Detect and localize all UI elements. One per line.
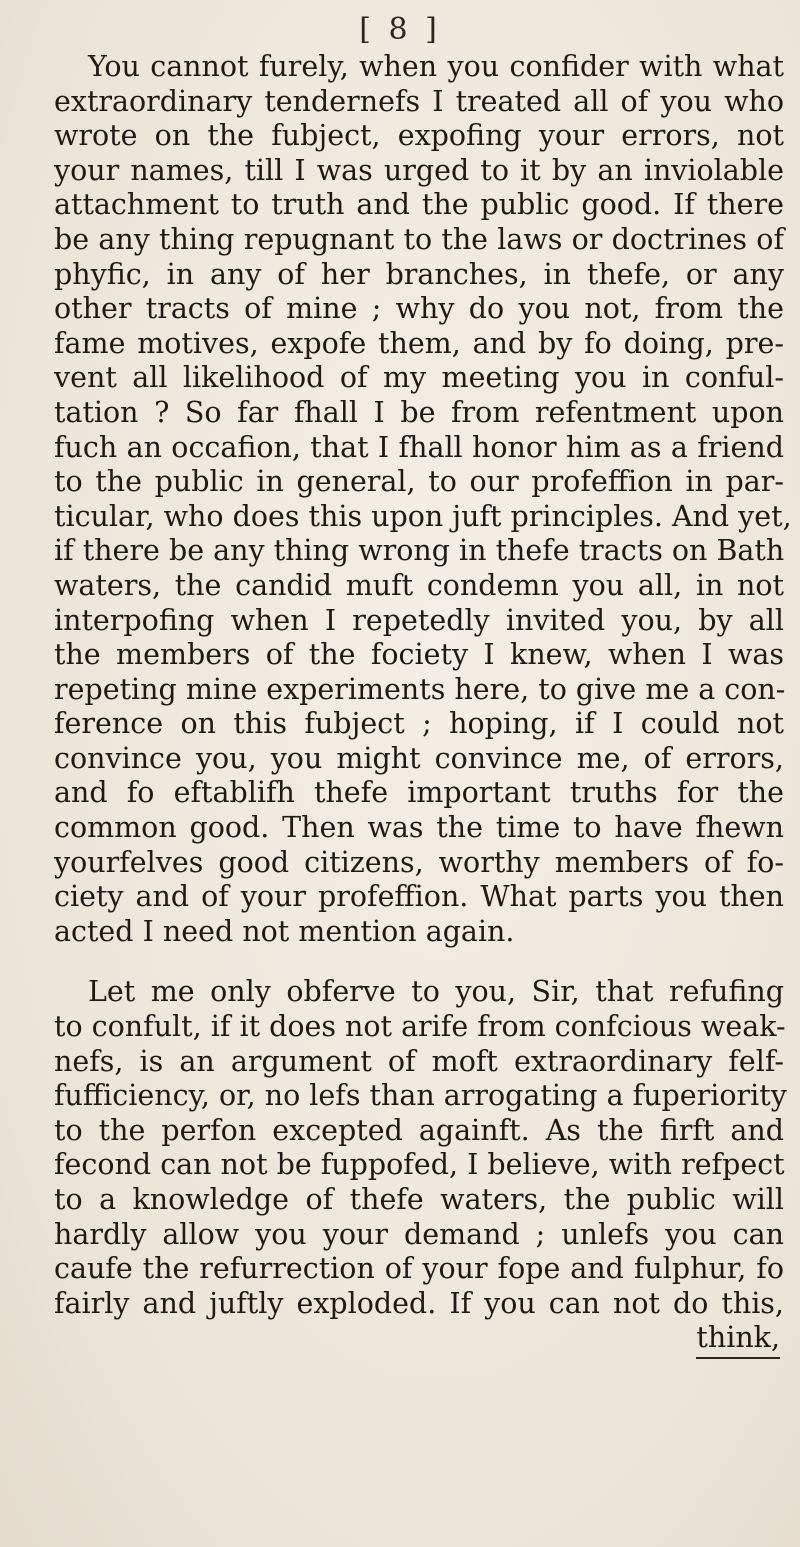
catchword: think, — [696, 1321, 780, 1359]
text-line: to a knowledge of thefe waters, the public will — [54, 1183, 784, 1216]
paragraph-gap — [54, 949, 784, 975]
body-text — [54, 50, 792, 1356]
text-line: to the perfon excepted againft. As the firft and — [54, 1113, 784, 1147]
text-line: ticular, who does this upon juft principles. And yet, — [54, 499, 792, 533]
text-line: fecond can not be fuppofed, I believe, with refpect — [54, 1148, 785, 1182]
paragraph-1 — [54, 50, 792, 949]
text-line: your names, till I was urged to it by an inviolable — [54, 153, 784, 187]
text-line: to confult, if it does not arife from confcious weak- — [54, 1010, 786, 1044]
text-line: vent all likelihood of my meeting you in conful- — [54, 361, 784, 395]
text-line: to the public in general, to our profeffion in par- — [54, 465, 784, 499]
text-line: phyfic, in any of her branches, in thefe, or any — [54, 257, 784, 291]
text-line: the members of the fociety I knew, when I was — [54, 638, 784, 672]
text-line: waters, the candid muft condemn you all, in not — [54, 568, 784, 602]
text-line: if there be any thing wrong in thefe tracts on Bath — [54, 534, 785, 568]
text-line: yourfelves good citizens, worthy members of fo- — [54, 845, 784, 879]
text-line: interpofing when I repetedly invited you, by all — [54, 603, 784, 637]
text-line: ference on this fubject ; hoping, if I could not — [54, 707, 784, 741]
text-line: other tracts of mine ; why do you not, from the — [54, 292, 784, 326]
text-line: extraordinary tendernefs I treated all of you who — [54, 84, 784, 118]
text-line: tation ? So far fhall I be from refentment upon — [54, 395, 784, 429]
text-line: fairly and juftly exploded. If you can not do this, — [54, 1286, 784, 1320]
text-line: fuch an occafion, that I fhall honor him as a friend — [54, 430, 784, 464]
page-number: [ 8 ] — [359, 12, 441, 47]
text-line: common good. Then was the time to have fhewn — [54, 811, 784, 845]
text-line: nefs, is an argument of moft extraordinary felf- — [54, 1044, 784, 1078]
text-line: be any thing repugnant to the laws or doctrines of — [54, 222, 784, 256]
text-line: Let me only obferve to you, Sir, that refufing — [88, 975, 784, 1009]
catchword-row — [54, 1321, 784, 1356]
text-line: ciety and of your profeffion. What parts you then — [54, 880, 784, 914]
text-line: and fo eftablifh thefe important truths for the — [54, 776, 784, 810]
text-line: fufficiency, or, no lefs than arrogating a fuperiority — [54, 1079, 787, 1113]
text-line: fame motives, expofe them, and by fo doing, pre- — [54, 326, 784, 360]
text-line: wrote on the fubject, expofing your errors, not — [54, 119, 784, 153]
text-line: You cannot furely, when you confider with what — [88, 50, 784, 83]
text-line: hardly allow you your demand ; unlefs you can — [54, 1217, 784, 1251]
text-line: convince you, you might convince me, of errors, — [54, 741, 784, 775]
text-line: repeting mine experiments here, to give me a con- — [54, 672, 786, 706]
text-line: caufe the refurrection of your fope and fulphur, fo — [54, 1252, 784, 1286]
text-line: acted I need not mention again. — [54, 914, 515, 948]
paragraph-2 — [54, 975, 787, 1321]
text-line: attachment to truth and the public good. If there — [54, 188, 784, 222]
